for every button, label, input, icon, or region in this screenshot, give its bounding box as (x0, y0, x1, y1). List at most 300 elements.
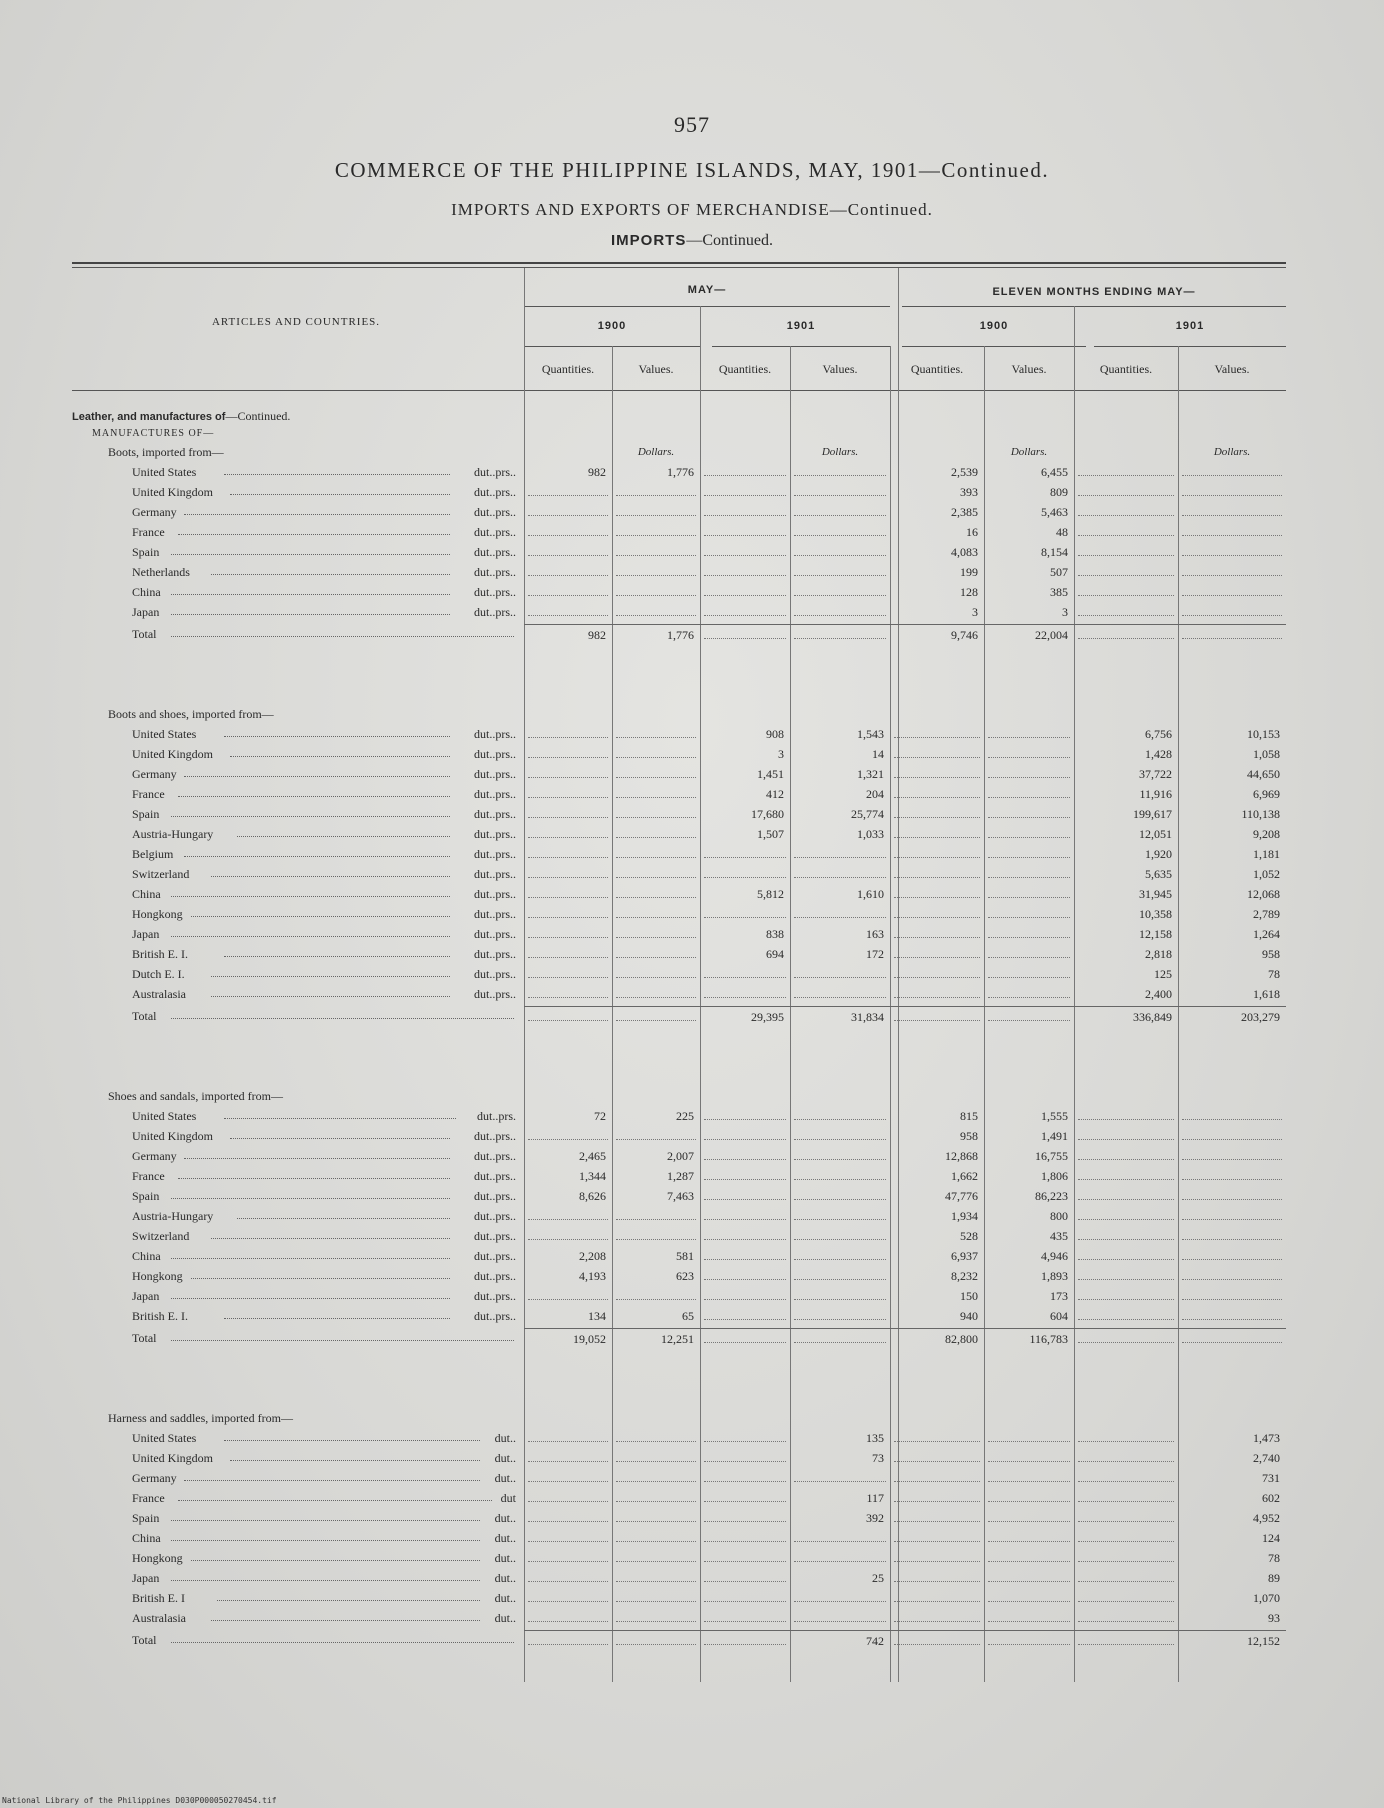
eleven-1901-quantity (1074, 482, 1178, 502)
may-1901-quantity (700, 1186, 790, 1206)
eleven-1901-quantity (1074, 1528, 1178, 1548)
unit-label: dut..prs.. (474, 525, 516, 539)
may-1901-value (790, 542, 890, 562)
eleven-1901-quantity (1074, 884, 1178, 904)
cell-value: 4,946 (1041, 1249, 1068, 1263)
cell-value: 163 (866, 927, 884, 941)
cell-value: 12,152 (1247, 1634, 1280, 1648)
eleven-1901-quantity (1074, 1286, 1178, 1306)
leader-dots (171, 1580, 480, 1581)
cell-value: 940 (960, 1309, 978, 1323)
leader-dots (171, 1520, 480, 1521)
eleven-1901-quantity (1074, 502, 1178, 522)
total-row-label (72, 1630, 520, 1650)
values-col-header: Values. (822, 362, 858, 376)
cell-value: 12,051 (1139, 827, 1172, 841)
section-heading (72, 442, 1286, 462)
cell-value: 225 (676, 1109, 694, 1123)
section-heading-label: Harness and saddles, imported from— (108, 1411, 293, 1425)
cell-value: 29,395 (751, 1010, 784, 1024)
leader-dots (178, 534, 450, 535)
country-name: United Kingdom (132, 485, 213, 499)
may-1901-value (790, 744, 890, 764)
eleven-1901-quantity (1074, 1568, 1178, 1588)
eleven-1900-quantity (890, 462, 984, 482)
unit-label: dut..prs.. (474, 947, 516, 961)
eleven-1901-quantity (1074, 1488, 1178, 1508)
eleven-1901-quantity (1074, 944, 1178, 964)
cell-value: 1,806 (1041, 1169, 1068, 1183)
eleven-1901-value (1178, 1528, 1286, 1548)
cell-value: 1,033 (857, 827, 884, 841)
leader-dots (237, 1218, 450, 1219)
country-name: United States (132, 1109, 197, 1123)
leader-dots (224, 1318, 450, 1319)
total-row-label (72, 1328, 520, 1348)
may-1900-quantity (524, 1548, 612, 1568)
cell-value: 2,539 (951, 465, 978, 479)
eleven-1901-value (1178, 1146, 1286, 1166)
eleven-1901-value (1178, 1306, 1286, 1326)
table-row (72, 1448, 1286, 1468)
eleven-1900-value (984, 864, 1074, 884)
eleven-1900-quantity (890, 1528, 984, 1548)
cell-value: 44,650 (1247, 767, 1280, 781)
eleven-1901-quantity (1074, 1548, 1178, 1568)
eleven-1900-quantity (890, 1126, 984, 1146)
cell-value: 1,473 (1253, 1431, 1280, 1445)
table-row-label (72, 1266, 520, 1286)
may-1901-quantity (700, 1608, 790, 1628)
manufactures-of-label: MANUFACTURES OF— (92, 428, 215, 439)
eleven-1901-value (1178, 1468, 1286, 1488)
eleven-1901-quantity (1074, 1226, 1178, 1246)
table-row (72, 984, 1286, 1004)
cell-value: 47,776 (945, 1189, 978, 1203)
may-1900-quantity (524, 1206, 612, 1226)
cell-value: 173 (1050, 1289, 1068, 1303)
cell-value: 86,223 (1035, 1189, 1068, 1203)
eleven-1900-quantity (890, 502, 984, 522)
eleven-1900-value (984, 1126, 1074, 1146)
may-1901-quantity (700, 562, 790, 582)
eleven-1900-value (984, 984, 1074, 1004)
cell-value: 31,834 (851, 1010, 884, 1024)
unit-label: dut..prs.. (474, 565, 516, 579)
table-row-label (72, 1608, 520, 1628)
eleven-1900-quantity (890, 582, 984, 602)
unit-label: dut.. (494, 1531, 516, 1545)
eleven-1900-value (984, 542, 1074, 562)
unit-label: dut.. (494, 1611, 516, 1625)
eleven-1900-value (984, 804, 1074, 824)
may-1900-quantity (524, 1186, 612, 1206)
leader-dots (184, 1158, 450, 1159)
may-1900-value (612, 1246, 700, 1266)
cell-value: 2,740 (1253, 1451, 1280, 1465)
eleven-1900-value (984, 1206, 1074, 1226)
table-row-label (72, 582, 520, 602)
eleven-1900-quantity (890, 804, 984, 824)
cell-value: 1,920 (1145, 847, 1172, 861)
country-name: Spain (132, 1189, 160, 1203)
cell-value: 731 (1262, 1471, 1280, 1485)
table-row-label (72, 1106, 520, 1126)
cell-value: 89 (1268, 1571, 1280, 1585)
may-1901-quantity (700, 824, 790, 844)
cell-value: 6,937 (951, 1249, 978, 1263)
unit-label: dut..prs.. (474, 465, 516, 479)
section-title-bold: IMPORTS (610, 232, 687, 249)
eleven-1900-value (984, 1608, 1074, 1628)
unit-label: dut..prs.. (474, 887, 516, 901)
eleven-1901-quantity (1074, 542, 1178, 562)
may-1900-value (612, 1630, 700, 1650)
eleven-1900-quantity (890, 864, 984, 884)
country-name: Austria-Hungary (132, 1209, 214, 1223)
eleven-1901-value (1178, 1488, 1286, 1508)
country-name: France (132, 787, 165, 801)
eleven-1900-value (984, 522, 1074, 542)
country-name: United Kingdom (132, 747, 213, 761)
may-1900-value (612, 1306, 700, 1326)
may-1900-quantity (524, 1006, 612, 1026)
eleven-1900-value (984, 1488, 1074, 1508)
eleven-1900-value (984, 944, 1074, 964)
cell-value: 8,626 (579, 1189, 606, 1203)
may-1900-quantity (524, 904, 612, 924)
country-name: Hongkong (132, 1551, 183, 1565)
cell-value: 7,463 (667, 1189, 694, 1203)
eleven-1901-quantity (1074, 904, 1178, 924)
imports-table (72, 262, 1286, 1682)
table-row (72, 1488, 1286, 1508)
cell-value: 204 (866, 787, 884, 801)
country-name: Germany (132, 505, 177, 519)
leader-dots (211, 996, 450, 997)
eleven-1901-value (1178, 1608, 1286, 1628)
cell-value: 4,952 (1253, 1511, 1280, 1525)
cell-value: 3 (972, 605, 978, 619)
eleven-1901-value (1178, 844, 1286, 864)
eleven-1901-quantity (1074, 462, 1178, 482)
may-1901-value (790, 1630, 890, 1650)
may-1901-quantity (700, 1286, 790, 1306)
table-row-label (72, 1286, 520, 1306)
may-1900-quantity (524, 1166, 612, 1186)
eleven-1900-quantity (890, 924, 984, 944)
eleven-1900-value (984, 784, 1074, 804)
cell-value: 12,158 (1139, 927, 1172, 941)
may-1901-quantity (700, 1126, 790, 1146)
leader-dots (211, 876, 450, 877)
total-row (72, 1328, 1286, 1348)
cell-value: 9,746 (951, 628, 978, 642)
eleven-1900-value (984, 1588, 1074, 1608)
may-1900-value (612, 1328, 700, 1348)
table-row-label (72, 724, 520, 744)
cell-value: 110,138 (1241, 807, 1280, 821)
may-1900-value (612, 944, 700, 964)
eleven-1901-value (1178, 542, 1286, 562)
table-row (72, 522, 1286, 542)
may-1901-value (790, 844, 890, 864)
table-row-label (72, 562, 520, 582)
cell-value: 623 (676, 1269, 694, 1283)
may-1901-value (790, 984, 890, 1004)
may-1901-value (790, 1568, 890, 1588)
may-1901-value (790, 1488, 890, 1508)
country-name: Total (132, 627, 157, 641)
may-1900-value (612, 964, 700, 984)
eleven-rule (902, 306, 1286, 307)
table-top-rule (72, 262, 1286, 264)
eleven-1900-value (984, 1146, 1074, 1166)
may-1901-quantity (700, 1306, 790, 1326)
eleven-1901-value (1178, 462, 1286, 482)
eleven-1901-value (1178, 1548, 1286, 1568)
eleven-1901-value (1178, 764, 1286, 784)
cell-value: 1,934 (951, 1209, 978, 1223)
unit-label: dut..prs.. (474, 787, 516, 801)
eleven-1900-quantity (890, 1266, 984, 1286)
table-row-label (72, 1246, 520, 1266)
may-1901-value (790, 804, 890, 824)
eleven-1901-value (1178, 502, 1286, 522)
cell-value: 1,451 (757, 767, 784, 781)
unit-label: dut..prs.. (474, 1249, 516, 1263)
cell-value: 82,800 (945, 1332, 978, 1346)
eleven-1901-quantity (1074, 964, 1178, 984)
eleven-1901-value (1178, 1448, 1286, 1468)
may-1900-value (612, 1266, 700, 1286)
eleven-1900-quantity (890, 1468, 984, 1488)
may-1901-value (790, 1266, 890, 1286)
may-1900-quantity (524, 482, 612, 502)
eleven-1901-quantity (1074, 824, 1178, 844)
cell-value: 393 (960, 485, 978, 499)
may-1901-quantity (700, 944, 790, 964)
rule-eleven-1901 (1094, 346, 1286, 347)
eleven-1900-quantity (890, 904, 984, 924)
dollars-unit: Dollars. (1213, 446, 1251, 458)
page-number: 957 (674, 112, 710, 137)
document-title: COMMERCE OF THE PHILIPPINE ISLANDS, MAY, 1901—Continued. (334, 158, 1050, 182)
country-name: France (132, 525, 165, 539)
unit-label: dut.. (494, 1571, 516, 1585)
eleven-1901-value (1178, 1328, 1286, 1348)
eleven-1901-value (1178, 1006, 1286, 1026)
may-1900-quantity (524, 1126, 612, 1146)
may-1900-quantity (524, 1266, 612, 1286)
eleven-1901-quantity (1074, 1266, 1178, 1286)
may-1900-value (612, 562, 700, 582)
unit-label: dut..prs.. (474, 605, 516, 619)
eleven-1900-value (984, 1106, 1074, 1126)
cell-value: 1,052 (1253, 867, 1280, 881)
cell-value: 72 (594, 1109, 606, 1123)
eleven-1901-value (1178, 624, 1286, 644)
may-1900-quantity (524, 1608, 612, 1628)
may-1900-quantity (524, 602, 612, 622)
eleven-1900-quantity (890, 1306, 984, 1326)
table-row (72, 1428, 1286, 1448)
cell-value: 12,068 (1247, 887, 1280, 901)
table-row (72, 542, 1286, 562)
country-name: Spain (132, 807, 160, 821)
may-1900-quantity (524, 1468, 612, 1488)
may-1900-value (612, 1428, 700, 1448)
may-1900-value (612, 744, 700, 764)
eleven-1900-quantity (890, 1608, 984, 1628)
cell-value: 800 (1050, 1209, 1068, 1223)
may-1900-value (612, 1568, 700, 1588)
may-1901-value (790, 1468, 890, 1488)
unit-label: dut..prs.. (474, 747, 516, 761)
eleven-1901-quantity (1074, 1146, 1178, 1166)
eleven-1901-quantity (1074, 1006, 1178, 1026)
may-1901-value (790, 944, 890, 964)
cell-value: 982 (588, 465, 606, 479)
may-1901-quantity (700, 582, 790, 602)
rule-eleven-1900 (902, 346, 1086, 347)
eleven-1900-quantity (890, 964, 984, 984)
footer-caption: National Library of the Philippines D030P000050270454.tif (2, 1796, 277, 1805)
leader-dots (171, 1298, 450, 1299)
eleven-1901-value (1178, 744, 1286, 764)
may-1900-value (612, 1286, 700, 1306)
eleven-months-header: ELEVEN MONTHS ENDING MAY— (992, 286, 1196, 298)
eleven-1900-value (984, 844, 1074, 864)
table-top-rule-thin (72, 267, 1286, 268)
cell-value: 581 (676, 1249, 694, 1263)
eleven-1900-quantity (890, 1508, 984, 1528)
table-row (72, 1286, 1286, 1306)
country-name: Japan (132, 605, 160, 619)
table-row (72, 502, 1286, 522)
country-name: United Kingdom (132, 1129, 213, 1143)
table-row (72, 1508, 1286, 1528)
table-row-label (72, 944, 520, 964)
country-name: Germany (132, 1149, 177, 1163)
table-row (72, 784, 1286, 804)
cell-value: 1,491 (1041, 1129, 1068, 1143)
cell-value: 19,052 (573, 1332, 606, 1346)
cell-value: 2,208 (579, 1249, 606, 1263)
leader-dots (184, 514, 450, 515)
eleven-1901-value (1178, 1206, 1286, 1226)
may-1901-quantity (700, 624, 790, 644)
eleven-1901-value (1178, 1266, 1286, 1286)
may-1901-quantity (700, 764, 790, 784)
eleven-1901-quantity (1074, 1186, 1178, 1206)
eleven-1900-value (984, 1448, 1074, 1468)
eleven-1901-quantity (1074, 1630, 1178, 1650)
section-heading-label: Boots and shoes, imported from— (108, 707, 274, 721)
eleven-1900-value (984, 1328, 1074, 1348)
eleven-1900-value (984, 904, 1074, 924)
leader-dots (171, 614, 450, 615)
unit-label: dut (500, 1491, 516, 1505)
eleven-1900-quantity (890, 724, 984, 744)
may-1901-quantity (700, 1568, 790, 1588)
may-1901-value (790, 562, 890, 582)
cell-value: 5,812 (757, 887, 784, 901)
table-row (72, 1468, 1286, 1488)
may-1901-quantity (700, 1548, 790, 1568)
may-1900-quantity (524, 944, 612, 964)
may-1900-quantity (524, 1286, 612, 1306)
cell-value: 1,287 (667, 1169, 694, 1183)
table-row (72, 804, 1286, 824)
values-col-header: Values. (638, 362, 674, 376)
cell-value: 125 (1154, 967, 1172, 981)
may-1901-value (790, 1306, 890, 1326)
cell-value: 2,385 (951, 505, 978, 519)
eleven-1901-quantity (1074, 924, 1178, 944)
eleven-1900-quantity (890, 542, 984, 562)
country-name: China (132, 1531, 161, 1545)
eleven-1901-quantity (1074, 1608, 1178, 1628)
unit-label: dut.. (494, 1431, 516, 1445)
may-1900-value (612, 522, 700, 542)
may-1900-value (612, 542, 700, 562)
may-1900-value (612, 1106, 700, 1126)
section-heading-label: Shoes and sandals, imported from— (108, 1089, 283, 1103)
cell-value: 17,680 (751, 807, 784, 821)
may-1900-value (612, 582, 700, 602)
eleven-1900-quantity (890, 764, 984, 784)
may-1901-value (790, 1328, 890, 1348)
eleven-1900-value (984, 1508, 1074, 1528)
table-row-label (72, 1488, 520, 1508)
may-1900-quantity (524, 804, 612, 824)
leader-dots (171, 816, 450, 817)
manufactures-of-heading (72, 424, 1286, 444)
may-1900-quantity (524, 624, 612, 644)
may-1900-quantity (524, 844, 612, 864)
cell-value: 385 (1050, 585, 1068, 599)
cell-value: 507 (1050, 565, 1068, 579)
leader-dots (171, 554, 450, 555)
may-1900-quantity (524, 1568, 612, 1588)
leader-dots (171, 1018, 514, 1019)
eleven-1901-quantity (1074, 1588, 1178, 1608)
may-1900-quantity (524, 562, 612, 582)
eleven-1901-quantity (1074, 864, 1178, 884)
leader-dots (230, 756, 450, 757)
section-title-rest: —Continued. (686, 232, 773, 249)
leader-dots (178, 796, 450, 797)
eleven-1900-quantity (890, 1186, 984, 1206)
section-heading-label: Boots, imported from— (108, 445, 224, 459)
may-1901-quantity (700, 1006, 790, 1026)
eleven-1900-quantity (890, 1226, 984, 1246)
eleven-1901-quantity (1074, 744, 1178, 764)
table-row-label (72, 462, 520, 482)
eleven-1900-value (984, 502, 1074, 522)
may-1900-value (612, 462, 700, 482)
unit-label: dut.. (494, 1551, 516, 1565)
may-1900-quantity (524, 1226, 612, 1246)
quantities-col-header: Quantities. (910, 362, 964, 376)
country-name: Hongkong (132, 907, 183, 921)
eleven-1901-value (1178, 824, 1286, 844)
table-row (72, 744, 1286, 764)
may-1901-quantity (700, 884, 790, 904)
may-1900-quantity (524, 1508, 612, 1528)
country-name: Japan (132, 1571, 160, 1585)
